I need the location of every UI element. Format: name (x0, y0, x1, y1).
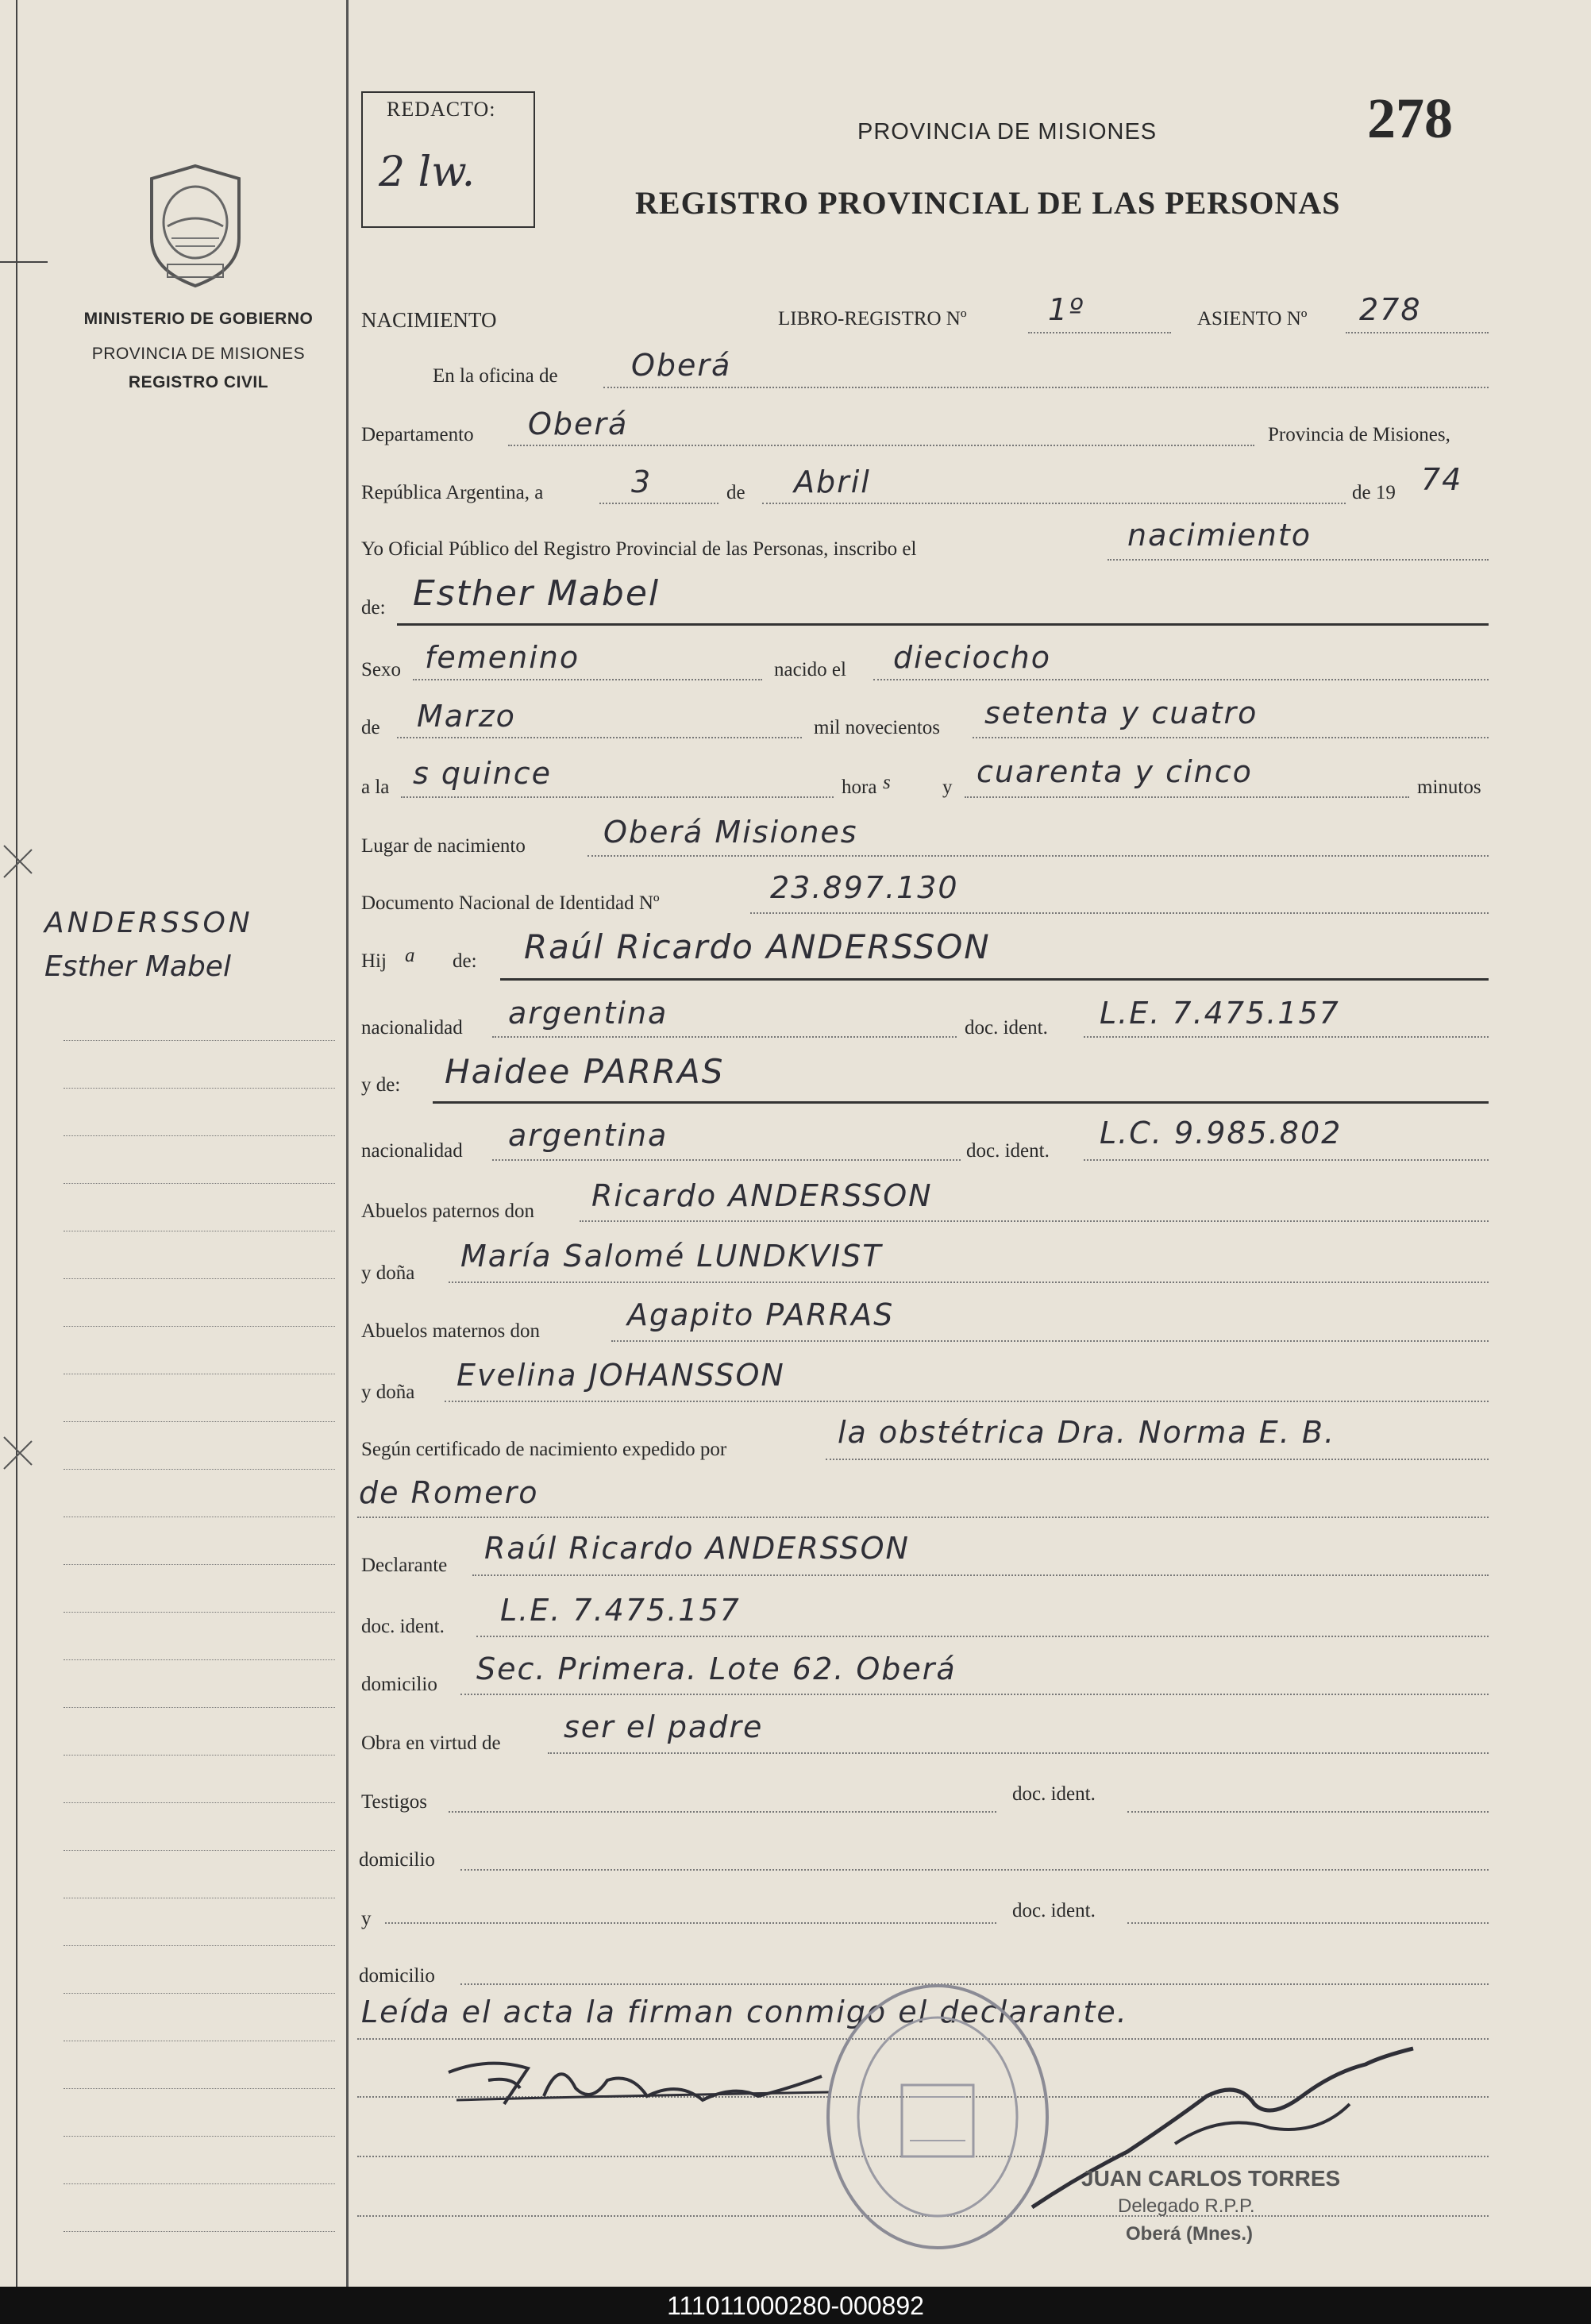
redacto-value: 2 lw. (379, 148, 476, 196)
margin-surname: ANDERSSON (44, 907, 253, 939)
registry-label: REGISTRO CIVIL (128, 373, 269, 391)
mil-novecientos-label: mil novecientos (814, 717, 940, 738)
paternal-grandfather-label: Abuelos paternos don (361, 1201, 535, 1222)
father-nationality-value: argentina (508, 996, 668, 1031)
child-of-suffix: a (405, 945, 415, 966)
birth-month-de-label: de (361, 717, 380, 738)
province-suffix: Provincia de Misiones, (1268, 424, 1450, 445)
registry-title: REGISTRO PROVINCIAL DE LAS PERSONAS (635, 185, 1341, 221)
provincial-seal-icon (140, 163, 251, 290)
ministry-label: MINISTERIO DE GOBIERNO (83, 310, 314, 328)
staple-mark-icon (0, 1429, 48, 1477)
certificate-value: la obstétrica Dra. Norma E. B. (838, 1415, 1336, 1450)
second-witness-doc-label: doc. ident. (1012, 1900, 1096, 1921)
mother-de-label: y de: (361, 1074, 401, 1096)
left-margin-column (0, 0, 349, 2287)
department-label: Departamento (361, 424, 474, 445)
birth-year-text: setenta y cuatro (984, 696, 1258, 730)
paternal-grandmother-label: y doña (361, 1262, 415, 1284)
department-value: Oberá (528, 407, 629, 441)
year-value: 74 (1421, 462, 1463, 497)
father-nationality-label: nacionalidad (361, 1017, 463, 1039)
binding-line (16, 0, 17, 2287)
father-doc-label: doc. ident. (965, 1017, 1048, 1039)
paternal-grandmother-value: María Salomé LUNDKVIST (460, 1239, 883, 1274)
dni-label: Documento Nacional de Identidad Nº (361, 892, 660, 914)
father-name: Raúl Ricardo ANDERSSON (524, 927, 991, 966)
asiento-label: ASIENTO Nº (1197, 308, 1308, 330)
asiento-value: 278 (1359, 292, 1422, 327)
margin-given-names: Esther Mabel (44, 950, 231, 983)
minutes-label: minutos (1417, 777, 1481, 798)
sex-value: femenino (425, 640, 580, 675)
maternal-grandfather-label: Abuelos maternos don (361, 1320, 540, 1342)
staple-mark-icon (0, 838, 48, 885)
province-heading: PROVINCIA DE MISIONES (857, 119, 1158, 145)
father-doc-value: L.E. 7.475.157 (1100, 996, 1340, 1031)
dni-value: 23.897.130 (770, 870, 959, 905)
hour-suffix: s (883, 772, 891, 793)
date-de-label: de (726, 482, 745, 503)
redacto-box (361, 91, 535, 228)
maternal-grandfather-value: Agapito PARRAS (627, 1297, 895, 1332)
day-value: 3 (631, 464, 653, 499)
maternal-grandmother-label: y doña (361, 1382, 415, 1403)
inscribo-value: nacimiento (1127, 518, 1312, 553)
birthplace-value: Oberá Misiones (603, 815, 858, 850)
folio-number: 278 (1367, 87, 1453, 150)
declarant-value: Raúl Ricardo ANDERSSON (484, 1531, 910, 1566)
declarant-doc-value: L.E. 7.475.157 (500, 1593, 741, 1628)
official-signature (1016, 2033, 1429, 2223)
child-name: Esther Mabel (413, 573, 661, 614)
libro-label: LIBRO-REGISTRO Nº (778, 308, 967, 330)
acting-as-label: Obra en virtud de (361, 1732, 501, 1754)
maternal-grandmother-value: Evelina JOHANSSON (456, 1358, 785, 1393)
province-label: PROVINCIA DE MISIONES (91, 345, 306, 363)
mother-nationality-label: nacionalidad (361, 1140, 463, 1162)
declarant-label: Declarante (361, 1555, 448, 1576)
second-witness-label: y (361, 1908, 372, 1929)
delegate-place: Oberá (Mnes.) (1126, 2223, 1254, 2245)
birth-month-value: Marzo (417, 699, 516, 734)
mother-doc-value: L.C. 9.985.802 (1100, 1116, 1343, 1150)
delegate-title: Delegado R.P.P. (1118, 2195, 1255, 2217)
document-barcode-id: 111011000280-000892 (667, 2291, 924, 2320)
mother-nationality-value: argentina (508, 1118, 668, 1153)
declarant-doc-label: doc. ident. (361, 1616, 445, 1637)
born-day-value: dieciocho (893, 640, 1051, 675)
and-label: y (942, 777, 953, 798)
minutes-value: cuarenta y cinco (977, 754, 1253, 789)
birthplace-label: Lugar de nacimiento (361, 835, 526, 857)
declarant-signature (441, 2041, 846, 2120)
child-de-label: de: (361, 597, 386, 619)
official-statement: Yo Oficial Público del Registro Provincial de las Personas, inscribo el (361, 538, 917, 560)
father-de-label: de: (453, 950, 477, 972)
month-value: Abril (794, 464, 871, 499)
second-witness-address-label: domicilio (359, 1965, 435, 1987)
born-on-label: nacido el (774, 659, 846, 680)
paternal-grandfather-value: Ricardo ANDERSSON (591, 1178, 933, 1213)
republic-label: República Argentina, a (361, 482, 544, 503)
at-hour-label: a la (361, 777, 390, 798)
office-value: Oberá (631, 348, 732, 383)
hour-value: s quince (413, 756, 552, 791)
mother-name: Haidee PARRAS (445, 1052, 725, 1091)
delegate-name: JUAN CARLOS TORRES (1081, 2166, 1341, 2191)
child-of-label: Hij (361, 950, 387, 972)
closing-statement: Leída el acta la firman conmigo el declarante. (361, 1994, 1128, 2029)
libro-value: 1º (1048, 292, 1085, 327)
certificate-label: Según certificado de nacimiento expedido por (361, 1439, 727, 1460)
year-prefix-label: de 19 (1352, 482, 1396, 503)
redacto-label: REDACTO: (387, 98, 496, 121)
acting-as-value: ser el padre (564, 1709, 764, 1744)
certificate-value-continued: de Romero (359, 1475, 539, 1510)
mother-doc-label: doc. ident. (966, 1140, 1050, 1162)
address-label: domicilio (361, 1674, 437, 1695)
address-value: Sec. Primera. Lote 62. Oberá (476, 1651, 957, 1686)
office-label: En la oficina de (433, 365, 558, 387)
hour-label: hora (842, 777, 877, 798)
sex-label: Sexo (361, 659, 401, 680)
witness-address-label: domicilio (359, 1849, 435, 1871)
staple-mark-icon (0, 234, 48, 282)
record-type-label: NACIMIENTO (361, 308, 497, 332)
witness-doc-label: doc. ident. (1012, 1783, 1096, 1805)
witnesses-label: Testigos (361, 1791, 427, 1813)
